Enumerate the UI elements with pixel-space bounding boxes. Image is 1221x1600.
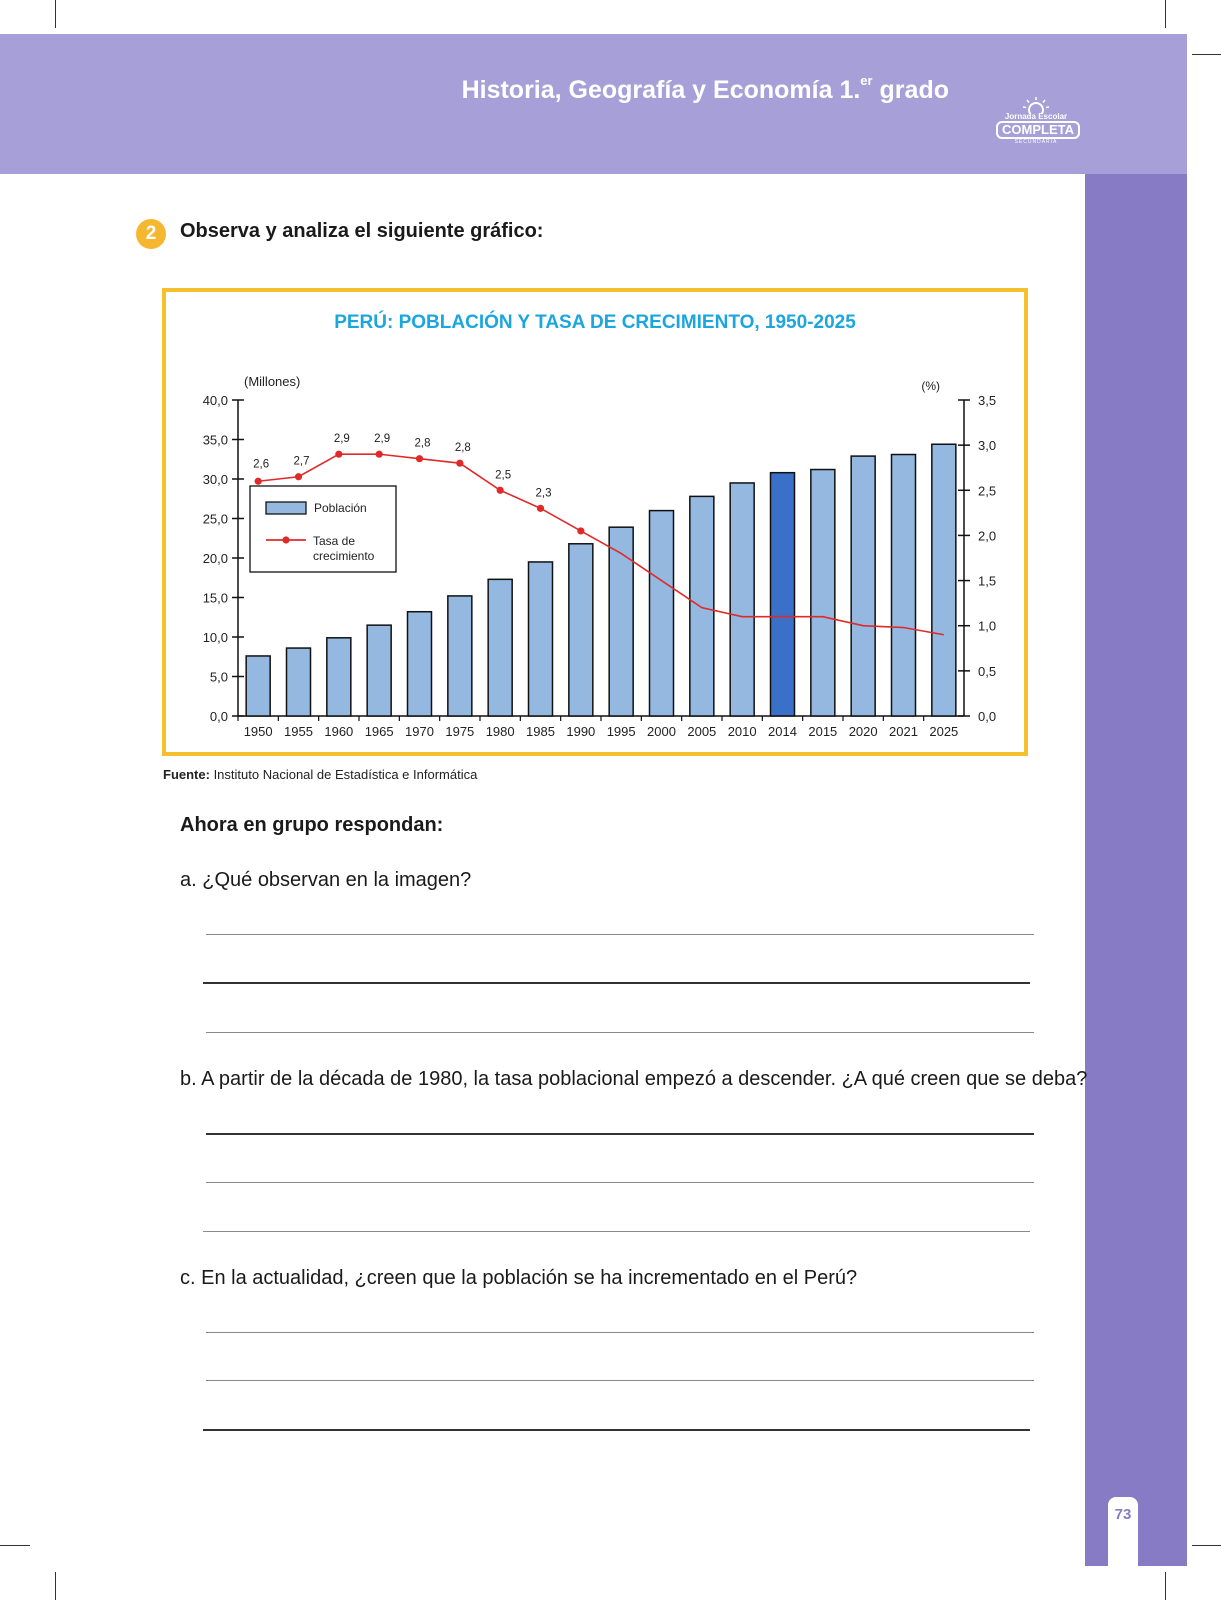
bar-1950 (246, 656, 270, 716)
y-axis-right-label: (%) (921, 379, 940, 393)
bar-1960 (327, 638, 351, 716)
answer-line[interactable] (206, 934, 1034, 935)
y-tick-label-left: 0,0 (209, 709, 228, 724)
bar-2021 (892, 455, 916, 716)
growth-point-1955 (295, 473, 302, 480)
question-a: a. ¿Qué observan en la imagen? (180, 869, 472, 891)
legend-label-growth-line1: Tasa de (313, 534, 356, 548)
x-tick-label: 2021 (889, 724, 918, 739)
bar-2020 (851, 456, 875, 716)
growth-point-1980 (497, 487, 504, 494)
x-tick-label: 2010 (727, 724, 757, 739)
growth-point-1950 (255, 478, 262, 485)
bar-2000 (650, 511, 674, 716)
bar-1995 (609, 527, 633, 716)
growth-point-1970 (416, 455, 423, 462)
crop-mark (1192, 1545, 1221, 1546)
activity-number-badge: 2 (136, 219, 166, 249)
legend-line-marker (282, 536, 289, 543)
jec-logo (996, 96, 1076, 158)
crop-mark (1192, 54, 1221, 55)
growth-data-label: 2,8 (454, 442, 471, 455)
logo-top-text: Jornada Escolar (1004, 112, 1068, 121)
y-tick-label-left: 30,0 (202, 472, 228, 487)
answer-line[interactable] (206, 1332, 1034, 1333)
book-title: Historia, Geografía y Economía 1.$^{er}$ grado (461, 72, 949, 104)
crop-mark (1165, 1572, 1166, 1600)
source-note: Fuente: Instituto Nacional de Estadística e Informática (163, 767, 478, 782)
logo-main-text: COMPLETA (996, 121, 1080, 139)
chart-frame (162, 288, 1028, 756)
y-tick-label-left: 15,0 (202, 590, 228, 606)
x-tick-label: 1955 (284, 724, 313, 739)
y-tick-label-right: 2,0 (978, 528, 997, 544)
y-tick-label-right: 2,5 (978, 483, 997, 499)
x-tick-label: 2020 (848, 724, 878, 739)
crop-mark (55, 0, 56, 28)
y-tick-label-left: 40,0 (202, 393, 228, 408)
growth-data-label: 2,8 (414, 437, 431, 450)
growth-point-1990 (577, 527, 584, 534)
y-tick-label-left: 25,0 (202, 511, 228, 527)
x-tick-label: 2014 (768, 724, 797, 739)
chart-title: PERÚ: POBLACIÓN Y TASA DE CRECIMIENTO, 1950-2025 (334, 312, 856, 333)
bar-1990 (569, 544, 593, 716)
page-number: 73 (1114, 1506, 1132, 1523)
answer-line[interactable] (203, 1429, 1030, 1431)
x-tick-label: 2025 (929, 724, 959, 739)
bar-2014 (771, 473, 795, 716)
crop-mark (1165, 0, 1166, 28)
growth-data-label: 2,9 (333, 433, 350, 446)
y-tick-label-right: 1,0 (978, 618, 997, 634)
question-b: b. A partir de la década de 1980, la tasa poblacional empezó a descender. ¿A qué creen que se deba? (180, 1068, 1088, 1090)
x-tick-label: 1975 (445, 724, 475, 739)
answer-line[interactable] (206, 1380, 1034, 1381)
answer-line[interactable] (203, 982, 1030, 984)
x-tick-label: 1995 (606, 724, 636, 739)
y-tick-label-right: 1,5 (978, 573, 997, 589)
growth-data-label: 2,3 (535, 487, 552, 500)
growth-point-1965 (376, 451, 383, 458)
bar-1975 (448, 596, 472, 716)
legend-label-growth-line2: crecimiento (313, 549, 375, 563)
population-chart (166, 292, 1024, 752)
growth-point-1975 (456, 460, 463, 467)
x-tick-label: 2015 (808, 724, 838, 739)
y-tick-label-left: 5,0 (209, 669, 228, 685)
growth-data-label: 2,5 (495, 469, 512, 482)
question-c: c. En la actualidad, ¿creen que la población se ha incrementado en el Perú? (180, 1267, 858, 1289)
answer-line[interactable] (206, 1032, 1034, 1033)
growth-data-label: 2,9 (374, 433, 391, 446)
x-tick-label: 2005 (687, 724, 717, 739)
y-tick-label-right: 0,0 (978, 709, 997, 724)
x-tick-label: 1970 (405, 724, 434, 739)
activity-prompt: Observa y analiza el siguiente gráfico: (180, 220, 544, 242)
growth-data-label: 2,6 (253, 458, 270, 471)
bar-1985 (529, 562, 553, 716)
x-tick-label: 1980 (485, 724, 515, 739)
x-tick-label: 1985 (526, 724, 555, 739)
y-tick-label-right: 3,5 (978, 393, 997, 408)
x-tick-label: 1965 (364, 724, 394, 739)
logo-bottom-text: SECUNDARIA (1014, 139, 1058, 145)
y-tick-label-left: 20,0 (202, 551, 228, 566)
answer-line[interactable] (206, 1133, 1034, 1135)
bar-1980 (488, 579, 512, 716)
bar-2010 (730, 483, 754, 716)
growth-point-1960 (335, 451, 342, 458)
x-tick-label: 2000 (647, 724, 676, 739)
bar-1955 (287, 648, 311, 716)
bar-1970 (408, 612, 432, 716)
legend-bar-swatch (266, 502, 306, 514)
bar-2005 (690, 496, 714, 716)
growth-point-1985 (537, 505, 544, 512)
sidebar-band (1085, 174, 1187, 1566)
y-tick-label-right: 3,0 (978, 438, 997, 454)
bar-2025 (932, 444, 956, 716)
answer-line[interactable] (206, 1182, 1034, 1183)
group-heading: Ahora en grupo respondan: (180, 814, 444, 836)
x-tick-label: 1950 (243, 724, 273, 739)
y-tick-label-left: 10,0 (202, 630, 228, 645)
x-tick-label: 1960 (324, 724, 354, 739)
legend-label-population: Población (314, 501, 367, 515)
growth-data-label: 2,7 (293, 455, 310, 468)
y-tick-label-left: 35,0 (202, 432, 228, 448)
bar-2015 (811, 470, 835, 716)
answer-line[interactable] (203, 1231, 1030, 1232)
y-axis-left-label: (Millones) (244, 374, 301, 389)
x-tick-label: 1990 (566, 724, 596, 739)
crop-mark (0, 1545, 30, 1546)
bar-1965 (367, 625, 391, 716)
y-tick-label-right: 0,5 (978, 663, 997, 679)
crop-mark (55, 1572, 56, 1600)
